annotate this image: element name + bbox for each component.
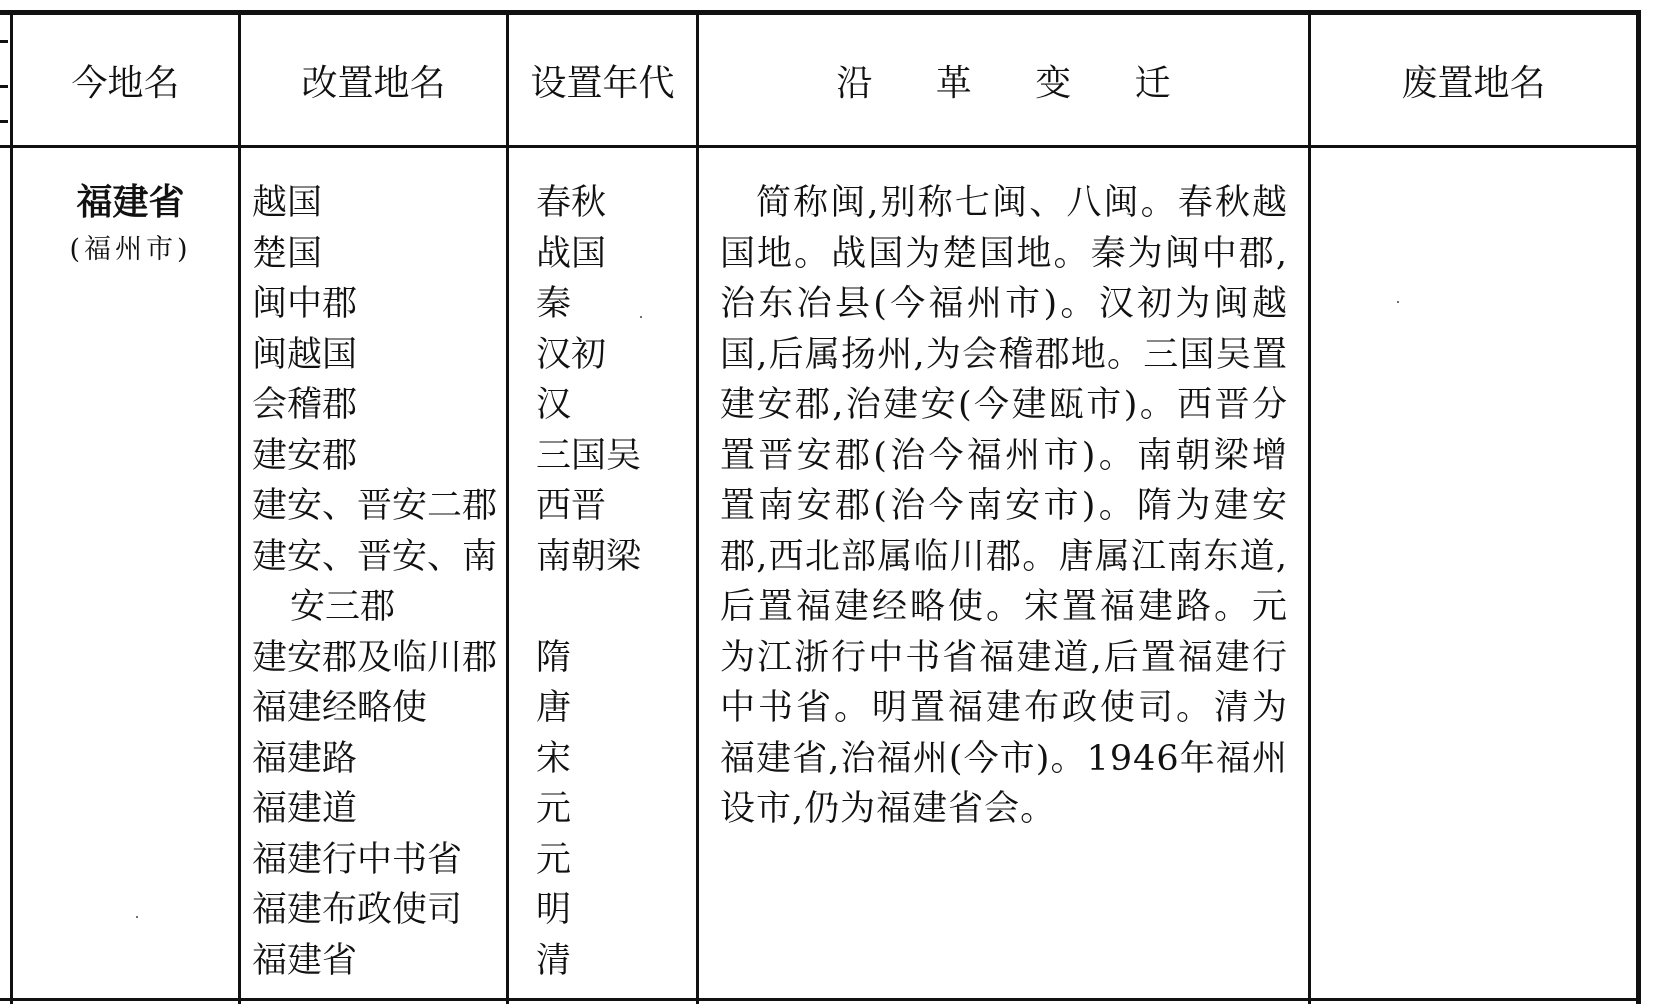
era-item: 汉 — [536, 385, 572, 425]
table-left-border — [10, 12, 13, 1004]
row-divider — [0, 998, 1638, 1001]
header-today-name: 今地名 — [71, 62, 180, 104]
changed-name-item: 建安、晋安、南 — [252, 536, 498, 577]
changed-name-item: 建安郡及临川郡 — [252, 637, 498, 678]
eras-cell — [536, 178, 686, 986]
era-item — [536, 582, 686, 633]
era-item: 三国吴 — [536, 435, 642, 476]
era-item: 元 — [536, 789, 572, 829]
today-name-sub: (福州市) — [69, 234, 192, 265]
today-name-cell — [24, 178, 237, 272]
era-item: 秦 — [536, 284, 572, 324]
column-divider — [1308, 12, 1311, 1004]
scan-speck — [1397, 301, 1399, 303]
changed-name-item: 建安、晋安二郡 — [252, 486, 498, 526]
era-item: 元 — [536, 839, 572, 880]
history-cell: 简称闽,别称七闽、八闽。春秋越国地。战国为楚国地。秦为闽中郡,治东冶县(今福州市)。汉初为闽越国,后属扬州,为会稽郡地。三国吴置建安郡,治建安(今建瓯市)。西晋分置晋安郡(治今福州市)。南朝梁增置南安郡(治今南安市)。隋为建安郡,西北部属临川郡。唐属江南东道,后置福建经略使。宋置福建路。元为江浙行中书省福建道,后置福建行中书省。明置福建布政使司。清为福建省,治福州(今市)。1946年福州设市,仍为福建省会。 — [720, 183, 1288, 829]
era-item: 战国 — [536, 233, 607, 274]
changed-names-cell — [252, 178, 504, 986]
edge-fragment — [0, 85, 8, 88]
era-item: 清 — [536, 940, 572, 981]
header-changed-name: 改置地名 — [301, 62, 446, 104]
era-item: 汉初 — [536, 334, 607, 375]
scan-speck — [136, 916, 138, 918]
changed-name-item: 福建布政使司 — [252, 890, 463, 930]
era-item: 唐 — [536, 688, 572, 728]
changed-name-item: 建安郡 — [252, 435, 358, 476]
changed-name-item: 闽越国 — [252, 334, 358, 375]
changed-name-item: 安三郡 — [290, 587, 396, 627]
header-abolished: 废置地名 — [1401, 62, 1546, 104]
era-item: 隋 — [536, 637, 572, 678]
changed-name-item: 福建行中书省 — [252, 839, 463, 880]
changed-name-item: 福建路 — [252, 738, 358, 779]
changed-name-item: 福建省 — [252, 940, 358, 981]
header-era: 设置年代 — [530, 62, 675, 104]
scan-speck — [640, 316, 642, 318]
changed-name-item: 楚国 — [252, 233, 323, 274]
changed-name-item: 越国 — [252, 183, 323, 223]
era-item: 宋 — [536, 738, 572, 779]
edge-fragment — [0, 40, 8, 43]
changed-name-item: 会稽郡 — [252, 385, 358, 425]
changed-name-item: 福建道 — [252, 789, 358, 829]
column-divider — [506, 12, 509, 1004]
column-divider — [238, 12, 241, 1004]
changed-name-item: 闽中郡 — [252, 284, 358, 324]
era-item: 春秋 — [536, 183, 607, 223]
era-item: 南朝梁 — [536, 536, 642, 577]
header-history: 沿 革 变 迁 — [836, 62, 1197, 104]
era-item: 西晋 — [536, 486, 607, 526]
header-divider — [0, 145, 1638, 148]
column-divider — [696, 12, 699, 1004]
table-right-border — [1636, 10, 1641, 1004]
era-item: 明 — [536, 890, 572, 930]
today-name: 福建省 — [76, 182, 185, 223]
changed-name-item: 福建经略使 — [252, 688, 428, 728]
edge-fragment — [0, 120, 8, 123]
